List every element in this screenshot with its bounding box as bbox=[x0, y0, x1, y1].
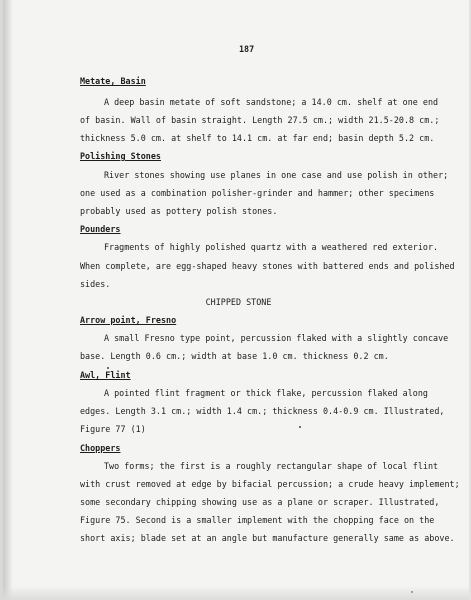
paragraph-line: A deep basin metate of soft sandstone; a 14.0 cm. shelf at one end bbox=[104, 97, 439, 107]
paragraph-line: edges. Length 3.1 cm.; width 1.4 cm.; thickness 0.4-0.9 cm. Illustrated, bbox=[80, 406, 445, 416]
paragraph-line: When complete, are egg-shaped heavy stones with battered ends and polished bbox=[80, 261, 455, 271]
paragraph-line: Figure 77 (1) bbox=[80, 424, 146, 434]
section-heading-polishing-stones: Polishing Stones bbox=[80, 151, 161, 161]
paragraph-line: Figure 75. Second is a smaller implement with the chopping face on the bbox=[80, 515, 435, 525]
paragraph-line: A small Fresno type point, percussion flaked with a slightly concave bbox=[104, 333, 449, 343]
page-number: 187 bbox=[239, 44, 255, 54]
section-heading-metate-basin: Metate, Basin bbox=[80, 76, 146, 86]
paragraph-line: with crust removed at edge by bifacial percussion; a crude heavy implement; bbox=[80, 479, 460, 489]
scan-speck bbox=[107, 367, 109, 369]
section-heading-pounders: Pounders bbox=[80, 224, 121, 234]
paragraph-line: Two forms; the first is a roughly rectangular shape of local flint bbox=[104, 461, 439, 471]
paragraph-line: sides. bbox=[80, 279, 111, 289]
paragraph-line: A pointed flint fragment or thick flake, percussion flaked along bbox=[104, 388, 428, 398]
section-title-chipped-stone: CHIPPED STONE bbox=[205, 297, 272, 307]
section-heading-choppers: Choppers bbox=[80, 443, 121, 453]
paragraph-line: Fragments of highly polished quartz with a weathered red exterior. bbox=[104, 242, 439, 252]
paragraph-line: probably used as pottery polish stones. bbox=[80, 206, 278, 216]
paragraph-line: some secondary chipping showing use as a plane or scraper. Illustrated, bbox=[80, 497, 440, 507]
paragraph-line: base. Length 0.6 cm.; width at base 1.0 cm. thickness 0.2 cm. bbox=[80, 351, 389, 361]
section-heading-awl-flint: Awl, Flint bbox=[80, 370, 131, 380]
paragraph-line: short axis; blade set at an angle but manufacture generally same as above. bbox=[80, 533, 455, 543]
paragraph-line: River stones showing use planes in one case and use polish in other; bbox=[104, 170, 449, 180]
paragraph-line: of basin. Wall of basin straight. Length 27.5 cm.; width 21.5-20.8 cm.; bbox=[80, 115, 440, 125]
paragraph-line: thickness 5.0 cm. at shelf to 14.1 cm. at far end; basin depth 5.2 cm. bbox=[80, 133, 435, 143]
section-heading-arrow-point: Arrow point, Fresno bbox=[80, 315, 177, 325]
scan-speck bbox=[299, 426, 301, 428]
scan-speck bbox=[411, 591, 413, 593]
paragraph-line: one used as a combination polisher-grinder and hammer; other specimens bbox=[80, 188, 435, 198]
